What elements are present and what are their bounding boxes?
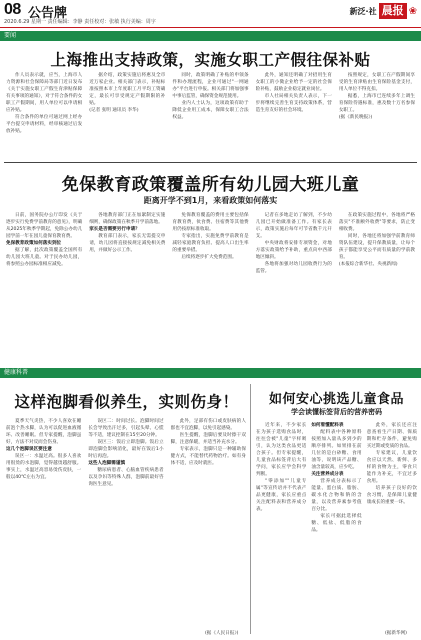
- article-subtitle: 距离开学不到1月，来看政策如何落实: [143, 196, 278, 205]
- masthead: [0, 0, 421, 28]
- section-bar-news: [0, 31, 421, 41]
- column-divider: [250, 384, 251, 634]
- article-column: 作人员表示就，应当，上海市人力资源和社会保障局等部门近日发布《关于实施女职工产假生育津贴保障有关事项的通知》，对于符合条件的女职工产假期间，用人单位可以申请相应补贴。 符合条件的单位可通过网上经办平台提交申请材料，经审核通过后发放补贴。: [6, 73, 83, 134]
- column-name: 公告牌: [28, 6, 68, 21]
- section-label: 健康科普: [4, 369, 29, 376]
- article-column: 此外，足部有伤口或皮肤病的人群也不宜泡脚，以免引起感染。 医生提醒，泡脚后要及时擦干双脚，注意保暖，并适当补充水分。 专家表示，泡脚只是一种辅助保健方式，不能替代药物治疗。如有身体不适，应及时就医。: [170, 419, 246, 466]
- paw-icon: ❀: [408, 5, 417, 17]
- divider: [4, 162, 417, 163]
- article-column: 此外，家长还应注意查看生产日期、保质期和贮存条件，避免购买过期或变质的食品。 专家建议，儿童饮食应以天然、新鲜、多样的食物为主，零食只能作为补充，不宜过多食用。 培养孩子良好的饮食习惯，是保障儿童健康成长的重要一环。: [366, 423, 417, 505]
- article-subtitle: 学会读懂标签背后的营养密码: [291, 408, 382, 416]
- article-column: 误区二：时间过长。泡脚时间过长会导致出汗过多，引起头晕、心慌等不适，建议控制在15至20分钟。 误区三：饭后立即泡脚。饭后立即泡脚会影响消化，最好在饭后1小时后再泡。 这些人泡脚需谨慎 糖尿病患者、心脑血管疾病患者以及孕妇等特殊人群，泡脚前最好咨询医生意见。: [88, 419, 164, 487]
- article-column: 按照规定，女职工在产假期间享受的生育津贴由生育保险基金支付，用人单位不得克扣。 据悉，上海市已连续多年上调生育保险待遇标准，惠及数十万名参保女职工。 (据《新民晚报》): [338, 73, 416, 120]
- byline: (据《人民日报》): [205, 631, 239, 636]
- article-column: 此外，通知还明确了对招用生育女职工的小微企业给予一定的社会保险补贴，鼓励企业稳定就业岗位。 市人社局相关负责人表示，下一步将继续完善生育支持政策体系，营造生育友好的社会环境。: [255, 73, 332, 113]
- article-title: 上海推出支持政策，实施女职工产假往保补贴: [50, 50, 371, 69]
- issue-meta: 2020.6.29 星期一 责任编辑：李静 责任校对：张敏 执行美编：周宇: [4, 19, 156, 25]
- section-label: 要闻: [4, 32, 17, 39]
- brand-logo: 晨报: [379, 3, 407, 19]
- article-column: 各地教育部门正在加紧制定实施细则，确保政策在秋季开学前落地。 家长是否需要另行申请？ 教育部门表示，家长无需提交申请，幼儿园将直接按规定减免相关费用，并做好公示工作。: [89, 213, 166, 253]
- article-column: 记者在多地走访了解到，不少幼儿园已开始做准备工作。有家长表示，政策实施后每年可节省数千元开支。 中央财政将安排专项资金，对地方落实政策给予补助，重点向中西部地区倾斜。 各地将加强对幼儿园收费行为的监管。: [255, 213, 332, 274]
- article-body: [6, 212, 415, 362]
- article-body: [256, 422, 417, 632]
- article-column: 据介绍，政策实施后将惠及全市近万家企业。相关部门表示，补贴标准按照本市上年度职工月平均工资确定，最长可享受规定产假期限的补贴。 (记者 张明 通讯员 李华): [89, 73, 166, 113]
- brand-name: 新泛·社: [349, 6, 377, 16]
- article-column: 日前，国务院办公厅印发《关于逐步实行免费学前教育的意见》，明确从2025年秋季学期起，免除公办幼儿园学前一年在园儿童保育教育费。 免保教育政策如何落实到位 据了解，此次政策覆盖全国所有幼儿园大班儿童。对于民办幼儿园，将参照公办园标准相应减免。: [6, 213, 83, 267]
- article-column: 免保教育覆盖的费用主要包括保育教育费，伙食费、住宿费等其他费用仍按原标准收取。 专家指出，实施免费学前教育是减轻家庭教育负担、提高人口出生率的重要举措。 后续将逐步扩大免费范围。: [172, 213, 249, 260]
- newspaper-brand: [350, 3, 417, 19]
- article-column: 如何看懂配料表 配料表中各种原料按照加入量从多到少的顺序排列。如果排在前几位的是白砂糖、食用油等，说明该产品糖、油含量较高，应少吃。 关注营养成分表 营养成分表标示了能量、蛋白质、脂肪、碳水化合物和钠的含量，以及营养素参考值百分比。 家长可据此选择低糖、低盐、低脂的食品。: [311, 423, 362, 533]
- article-body: [6, 72, 415, 158]
- article-title: 如何安心挑选儿童食品: [268, 392, 404, 407]
- article-title: 这样泡脚看似养生，实则伤身！: [14, 392, 239, 411]
- article-column: 近年来，不少家长在为孩子选购食品时，往往会被"儿童"字样吸引，认为这类食品更适合孩子。但专家提醒，儿童食品标签背后大有学问，家长应学会科学判断。 "零添加""儿童专属"等宣传语并不代表产品更健康，家长应重点关注配料表和营养成分表。: [256, 423, 307, 512]
- article-column: 在政策实施过程中，各地将严格落实"不准额外收费"等要求，防止变相收费。 同时，各地还将加强学前教育师资队伍建设，提升保教质量，让每个孩子都能享受公平而有质量的学前教育。 (本报综合新华社、央视新闻): [338, 213, 416, 267]
- article-title: 免保教育政策覆盖所有幼儿园大班儿童: [61, 175, 360, 195]
- article-column: 夏季天气炎热，不少人喜欢在睡前泡个热水脚，认为可以促进血液循环、改善睡眠。但专家提醒，泡脚虽好，方法不对反而会伤身。 这几个泡脚误区要注意 误区一：水温过高。很多人喜欢用很烫的水泡脚，觉得越烫越舒服。事实上，水温过高容易烫伤皮肤，一般以40℃左右为宜。: [6, 419, 82, 480]
- byline: (据新华网): [385, 631, 407, 636]
- page-number: 08: [4, 1, 21, 18]
- section-bar-health: [0, 368, 421, 378]
- article-column: 同时，政策明确了补贴的申领条件和办理流程，企业可通过"一网通办"平台进行申报。相关部门将加强事中事后监管，确保资金规范使用。 业内人士认为，这项政策有助于降低企业用工成本，保障女职工合法权益。: [172, 73, 249, 120]
- article-body: [6, 418, 246, 632]
